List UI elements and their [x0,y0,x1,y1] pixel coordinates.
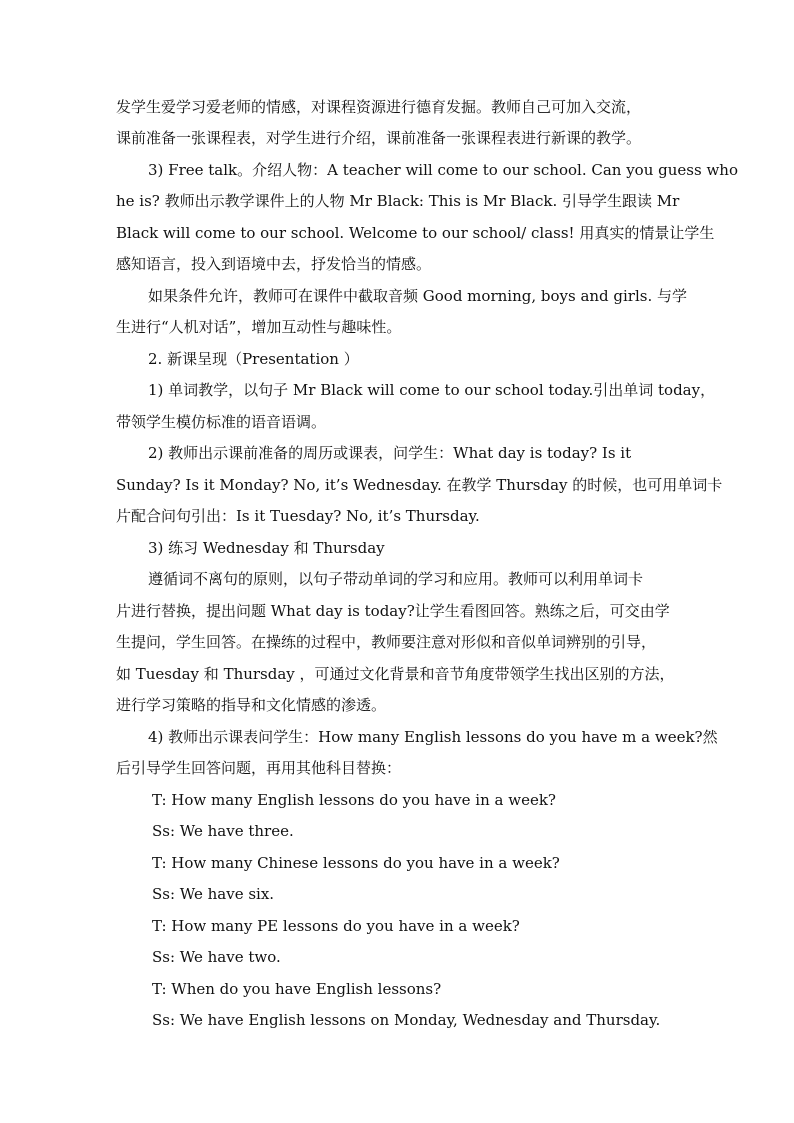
text-line: 1) 单词教学，以句子 Mr Black will come to our school today.引出单词 today， [148,381,716,399]
section-heading: 2. 新课呈现（Presentation ） [148,350,359,368]
text-line: 4) 教师出示课表问学生：How many English lessons do you have m a week?然 [148,728,718,746]
text-line: 后引导学生回答问题，再用其他科目替换： [116,759,402,777]
text-line: Black will come to our school. Welcome to our school/ class! 用真实的情景让学生 [116,224,715,242]
text-line: 生提问，学生回答。在操练的过程中，教师要注意对形似和音似单词辨别的引导， [116,633,657,651]
text-line: 带领学生模仿标准的语音语调。 [116,413,327,431]
dialogue-line: Ss: We have English lessons on Monday, Wednesday and Thursday. [152,1011,661,1029]
text-line: 片进行替换，提出问题 What day is today?让学生看图回答。熟练之后，可交由学 [116,602,670,620]
dialogue-line: T: How many Chinese lessons do you have in a week? [152,854,560,872]
dialogue-line: T: How many English lessons do you have in a week? [152,791,556,809]
text-line: Sunday? Is it Monday? No, it’s Wednesday. 在教学 Thursday 的时候，也可用单词卡 [116,476,723,494]
dialogue-line: Ss: We have two. [152,948,281,966]
text-line: 如 Tuesday 和 Thursday ，可通过文化背景和音节角度带领学生找出区别的方法， [116,665,675,683]
text-line: 进行学习策略的指导和文化情感的渗透。 [116,696,387,714]
text-line: 2) 教师出示课前准备的周历或课表，问学生：What day is today? Is it [148,444,632,462]
text-line: 如果条件允许，教师可在课件中截取音频 Good morning, boys and girls. 与学 [148,287,688,305]
text-line: 课前准备一张课程表，对学生进行介绍，课前准备一张课程表进行新课的教学。 [116,129,642,147]
text-line: 遵循词不离句的原则，以句子带动单词的学习和应用。教师可以利用单词卡 [148,570,644,588]
text-line: 生进行“人机对话”，增加互动性与趣味性。 [116,318,402,336]
dialogue-line: T: When do you have English lessons? [152,980,442,998]
text-line: 片配合问句引出：Is it Tuesday? No, it’s Thursday. [116,507,480,525]
dialogue-line: Ss: We have three. [152,822,294,840]
text-line: 3) Free talk。介绍人物：A teacher will come to our school. Can you guess who [148,161,738,179]
text-line: 3) 练习 Wednesday 和 Thursday [148,539,385,557]
text-line: he is? 教师出示教学课件上的人物 Mr Black: This is Mr Black. 引导学生跟读 Mr [116,192,680,210]
dialogue-line: Ss: We have six. [152,885,275,903]
text-line: 感知语言，投入到语境中去，抒发恰当的情感。 [116,255,432,273]
dialogue-line: T: How many PE lessons do you have in a week? [152,917,520,935]
text-line: 发学生爱学习爱老师的情感，对课程资源进行德育发掘。教师自己可加入交流， [116,98,642,116]
